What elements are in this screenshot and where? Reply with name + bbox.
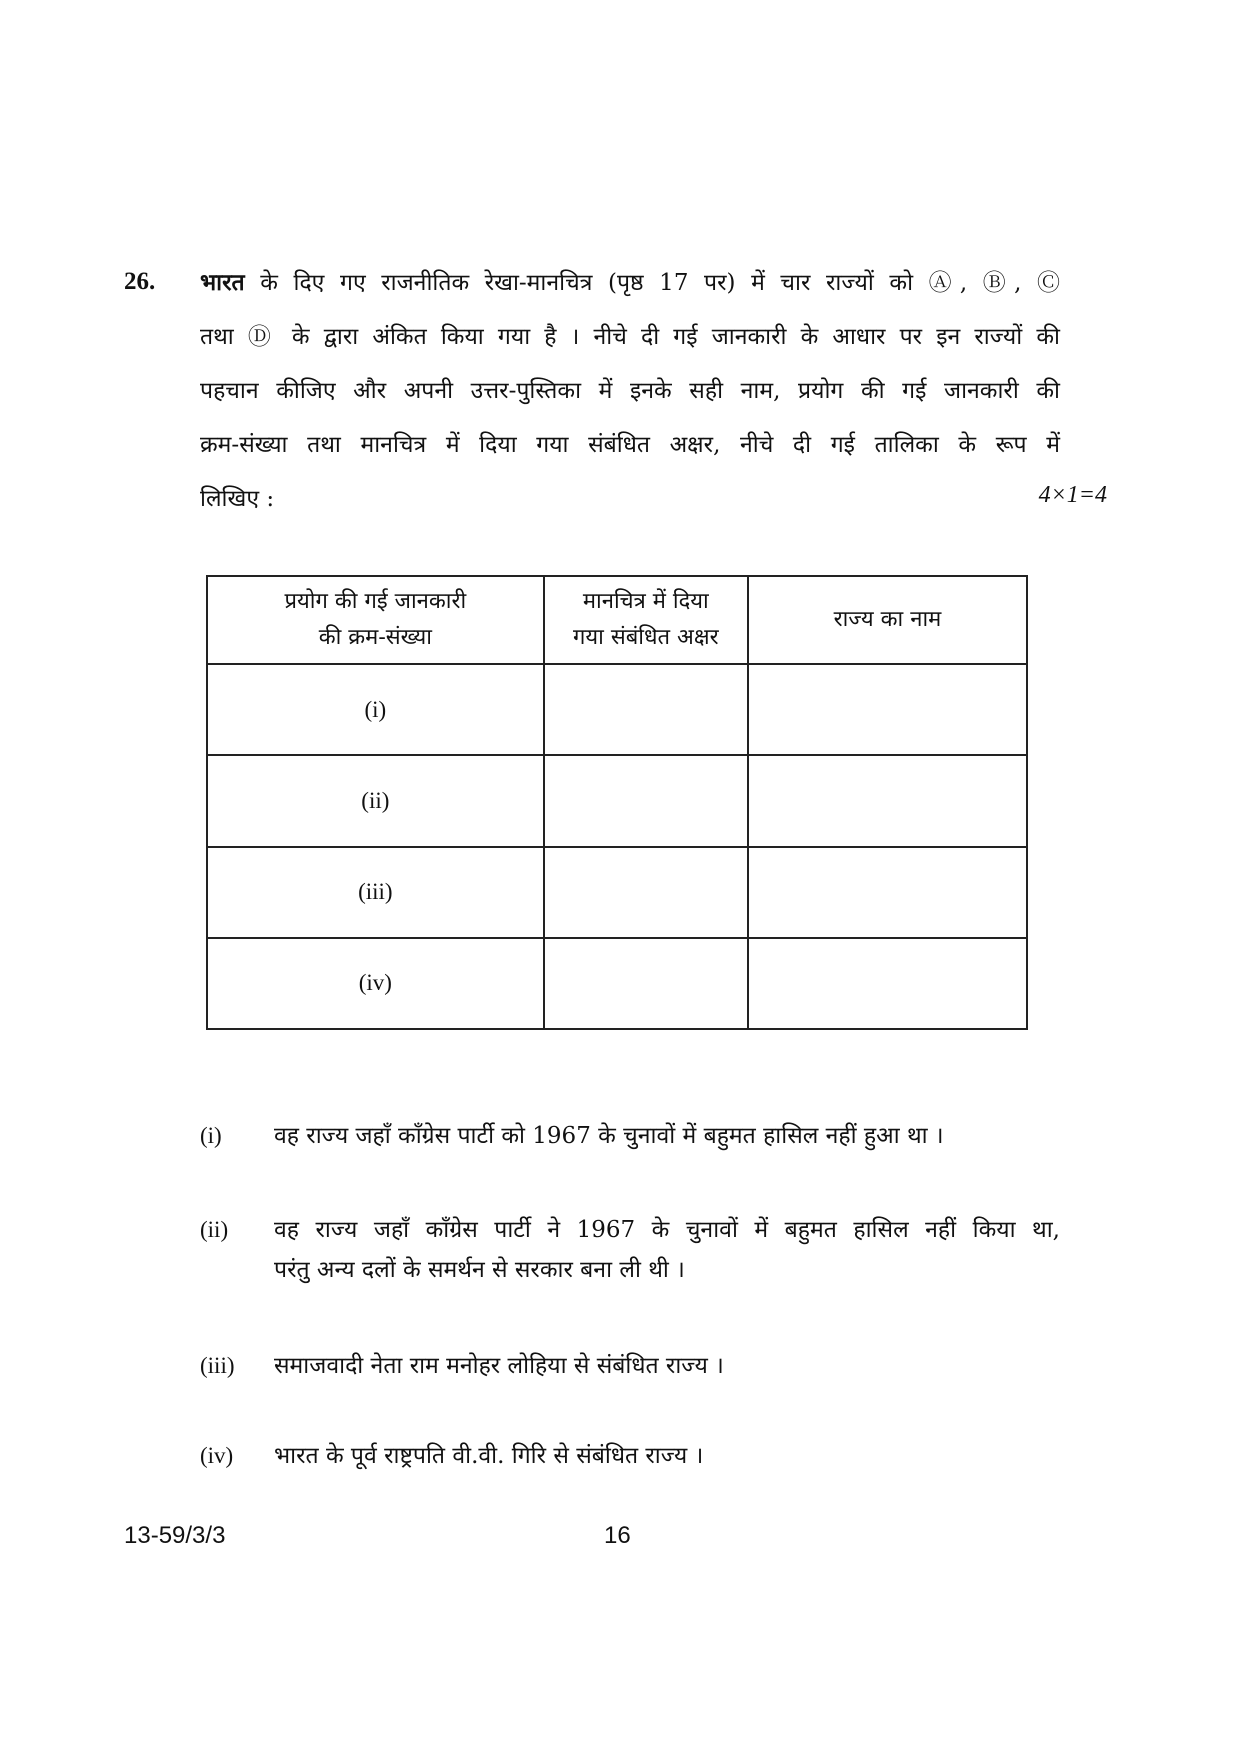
question-text <box>200 256 1060 526</box>
list-item <box>200 1436 1060 1476</box>
table-header-serial-line-1: प्रयोग की गई जानकारी <box>284 589 467 615</box>
question-line-1 <box>200 256 1060 310</box>
option-number: (i) <box>200 1123 222 1148</box>
table-row <box>207 938 1027 1029</box>
question-line-3: पहचान कीजिए और अपनी उत्तर-पुस्तिका में इनके सही नाम, प्रयोग की गई जानकारी की <box>200 378 1060 404</box>
table-header-row <box>207 576 1027 664</box>
table-row <box>207 664 1027 755</box>
question-keyword: भारत <box>200 269 245 296</box>
page-number: 16 <box>604 1522 631 1549</box>
question-line-5: लिखिए : <box>200 486 275 512</box>
table-cell-letter <box>544 664 748 755</box>
table-cell-state <box>748 847 1027 938</box>
table-header-letter-line-1: मानचित्र में दिया <box>582 589 709 615</box>
table-header-letter-line-2: गया संबंधित अक्षर <box>573 625 719 651</box>
table-row-serial: (ii) <box>207 755 544 846</box>
question-line-4: क्रम-संख्या तथा मानचित्र में दिया गया संबंधित अक्षर, नीचे दी गई तालिका के रूप में <box>200 432 1060 458</box>
table-cell-state <box>748 664 1027 755</box>
option-number: (ii) <box>200 1217 229 1242</box>
option-text-continued: परंतु अन्य दलों के समर्थन से सरकार बना ली थी । <box>274 1257 685 1283</box>
list-item <box>200 1346 1060 1386</box>
table-cell-letter <box>544 755 748 846</box>
table-row-serial: (iv) <box>207 938 544 1029</box>
paper-code: 13-59/3/3 <box>124 1522 226 1549</box>
option-number: (iii) <box>200 1353 235 1378</box>
question-line-1-rest: के दिए गए राजनीतिक रेखा-मानचित्र (पृष्ठ 17 पर) में चार राज्यों को Ⓐ, Ⓑ, Ⓒ <box>244 270 1060 296</box>
table-cell-state <box>748 938 1027 1029</box>
table-header-letter <box>544 576 748 664</box>
table-row-serial: (iii) <box>207 847 544 938</box>
list-item <box>200 1116 1060 1156</box>
table-header-state <box>748 576 1027 664</box>
table-row-serial: (i) <box>207 664 544 755</box>
option-text: समाजवादी नेता राम मनोहर लोहिया से संबंधित राज्य । <box>274 1353 724 1379</box>
option-number: (iv) <box>200 1443 234 1468</box>
table-row <box>207 755 1027 846</box>
option-text: भारत के पूर्व राष्ट्रपति वी.वी. गिरि से संबंधित राज्य । <box>274 1443 704 1469</box>
table-cell-letter <box>544 847 748 938</box>
option-text: वह राज्य जहाँ काँग्रेस पार्टी को 1967 के चुनावों में बहुमत हासिल नहीं हुआ था । <box>274 1123 944 1149</box>
option-text: वह राज्य जहाँ काँग्रेस पार्टी ने 1967 के चुनावों में बहुमत हासिल नहीं किया था, <box>274 1217 1060 1243</box>
question-number: 26. <box>124 268 156 295</box>
marks-allocation: 4×1=4 <box>1038 482 1107 508</box>
table-header-serial <box>207 576 544 664</box>
table-cell-state <box>748 755 1027 846</box>
table-cell-letter <box>544 938 748 1029</box>
table-header-state-line-1: राज्य का नाम <box>833 607 942 633</box>
table-header-serial-line-2: की क्रम-संख्या <box>318 625 432 651</box>
list-item <box>200 1210 1060 1290</box>
answer-table <box>206 575 1028 1030</box>
question-line-2: तथा Ⓓ के द्वारा अंकित किया गया है । नीचे दी गई जानकारी के आधार पर इन राज्यों की <box>200 324 1060 350</box>
table-row <box>207 847 1027 938</box>
